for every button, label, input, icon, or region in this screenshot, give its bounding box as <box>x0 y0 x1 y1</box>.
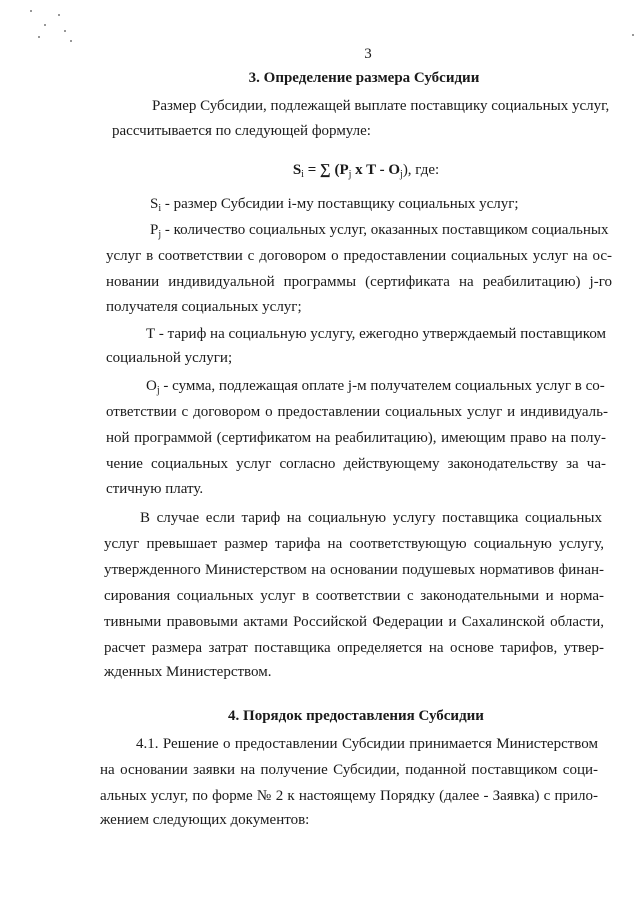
tariff-paragraph-line-5: тивными правовыми актами Российской Федерации и Сахалинской области, <box>104 614 604 630</box>
definition-o-line-4: чение социальных услуг согласно действующему законодательству за ча- <box>106 456 606 472</box>
page-number: 3 <box>364 46 372 62</box>
intro-line-2: рассчитывается по следующей формуле: <box>112 123 371 139</box>
tariff-paragraph-line-4: сирования социальных услуг в соответствии с законодательными и норма- <box>104 588 604 604</box>
definition-t: Т - тариф на социальную услугу, ежегодно утверждаемый поставщиком <box>146 326 607 342</box>
tariff-paragraph-line-7: жденных Министерством. <box>104 664 272 680</box>
section-4-line-2: на основании заявки на получение Субсидии, поданной поставщиком соци- <box>100 762 598 778</box>
definition-t-line-2: социальной услуги; <box>106 350 233 366</box>
definition-p: $P_j$ - количество социальных услуг, оказанных поставщиком социальных <box>150 222 609 240</box>
definition-o-line-3: ной программой (сертификатом на реабилитацию), имеющим право на полу- <box>106 430 606 446</box>
intro-line-1: Размер Субсидии, подлежащей выплате поставщику социальных услуг, <box>152 98 610 114</box>
definition-p-line-2: услуг в соответствии с договором о предоставлении социальных услуг на ос- <box>106 248 612 264</box>
definition-s: $S_i$ - размер Субсидии i-му поставщику социальных услуг; <box>150 196 519 214</box>
section-4-line-1: 4.1. Решение о предоставлении Субсидии принимается Министерством <box>136 736 598 752</box>
subsidy-formula: $S_i$ = ∑ ($P_j$ x T - $O_j$), где: <box>292 162 440 180</box>
tariff-paragraph-line-1: В случае если тариф на социальную услугу поставщика социальных <box>140 510 602 526</box>
section-4-line-4: жением следующих документов: <box>100 812 310 828</box>
definition-p-line-3: новании индивидуальной программы (сертификата на реабилитацию) j-го <box>106 274 612 290</box>
tariff-paragraph-line-3: утвержденного Министерством на основании подушевых нормативов финан- <box>104 562 604 578</box>
tariff-paragraph-line-6: расчет размера затрат поставщика определяется на основе тарифов, утвер- <box>104 640 604 656</box>
tariff-paragraph-line-2: услуг превышает размер тарифа на соответствующую социальную услугу, <box>104 536 604 552</box>
section-4-heading: 4. Порядок предоставления Субсидии <box>228 708 484 724</box>
definition-o-line-5: стичную плату. <box>106 481 204 497</box>
definition-o-line-2: ответствии с договором о предоставлении социальных услуг и индивидуаль- <box>106 404 608 420</box>
section-4-line-3: альных услуг, по форме № 2 к настоящему Порядку (далее - Заявка) с прило- <box>100 788 598 804</box>
section-3-heading: 3. Определение размера Субсидии <box>248 70 480 86</box>
definition-p-line-4: получателя социальных услуг; <box>106 299 302 315</box>
definition-o: $O_j$ - сумма, подлежащая оплате j-м получателем социальных услуг в со- <box>146 378 605 396</box>
